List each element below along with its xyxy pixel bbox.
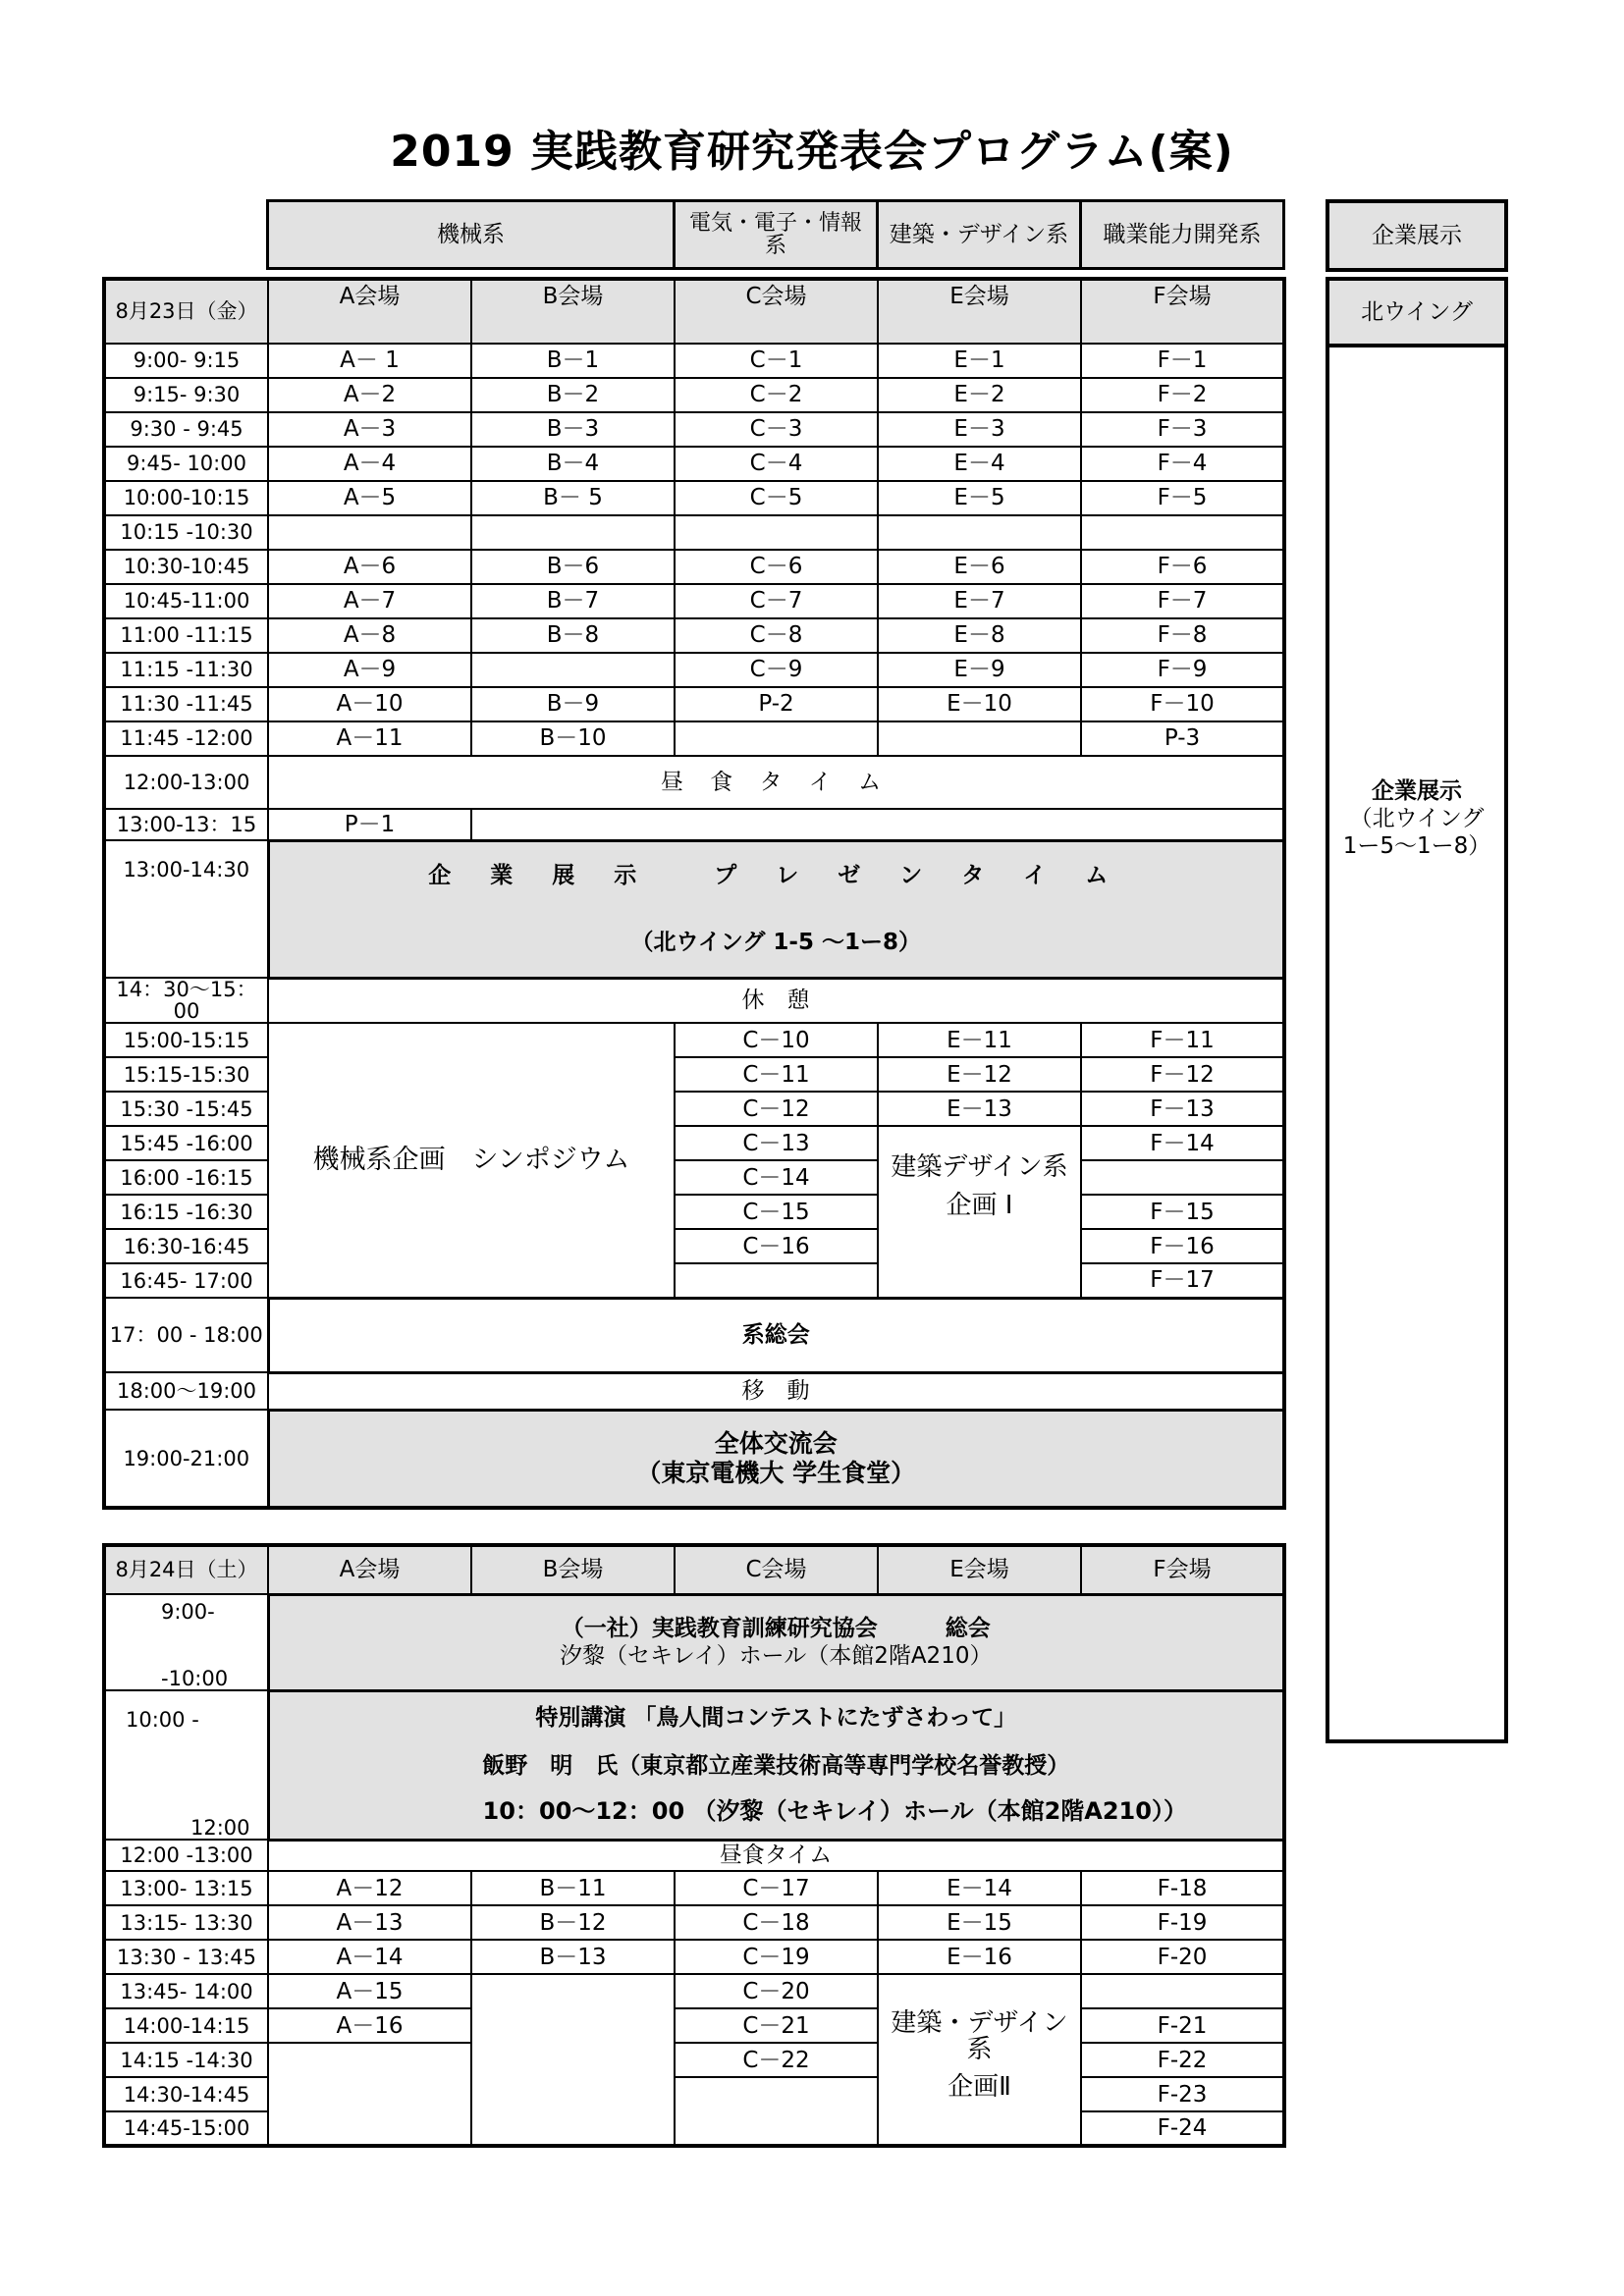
- session-b: B－9: [471, 687, 675, 721]
- session-f: F－13: [1081, 1092, 1284, 1126]
- session-e: [878, 515, 1081, 550]
- session-f: [1081, 515, 1284, 550]
- table-row: [104, 721, 1284, 756]
- session-c: C－1: [675, 344, 878, 378]
- category-vocational: 職業能力開発系: [1081, 201, 1284, 269]
- table-row: [104, 515, 1284, 550]
- day1-party-title: 全体交流会: [714, 1428, 838, 1458]
- session-b: [471, 653, 675, 687]
- session-e: E－11: [878, 1023, 1081, 1057]
- table-row: [104, 584, 1284, 618]
- session-c: C－2: [675, 378, 878, 412]
- session-c: C－16: [675, 1229, 878, 1263]
- time-cell: 14:45-15:00: [104, 2111, 268, 2146]
- time-cell: 13:15- 13:30: [104, 1905, 268, 1940]
- session-f: F－5: [1081, 481, 1284, 515]
- time-cell: 14:15 -14:30: [104, 2043, 268, 2077]
- day2-assembly: [268, 1594, 1284, 1690]
- session-c: C－8: [675, 618, 878, 653]
- day2-schedule: [102, 1543, 1286, 2148]
- time-cell: 11:45 -12:00: [104, 721, 268, 756]
- day1-break: 休 憩: [268, 978, 1284, 1023]
- session-f: F－9: [1081, 653, 1284, 687]
- session-e: E－14: [878, 1871, 1081, 1905]
- session-f: F-24: [1081, 2111, 1284, 2146]
- time-cell: 14:30-14:45: [104, 2077, 268, 2111]
- session-f: F－3: [1081, 412, 1284, 447]
- time-cell: 10:15 -10:30: [104, 515, 268, 550]
- session-b: B－7: [471, 584, 675, 618]
- session-f: F－10: [1081, 687, 1284, 721]
- day1-venue-e: E会場: [878, 279, 1081, 344]
- session-a: [268, 2043, 471, 2146]
- session-a: A－7: [268, 584, 471, 618]
- table-row: [104, 1905, 1284, 1940]
- session-b: B－4: [471, 447, 675, 481]
- session-c: C－3: [675, 412, 878, 447]
- session-e: E－3: [878, 412, 1081, 447]
- session-f: F-18: [1081, 1871, 1284, 1905]
- session-e: E－4: [878, 447, 1081, 481]
- session-a: A－10: [268, 687, 471, 721]
- exhibit-detail-title: 企業展示: [1372, 778, 1462, 804]
- session-b: B－12: [471, 1905, 675, 1940]
- day1-party: [268, 1410, 1284, 1508]
- session-a: A－15: [268, 1974, 471, 2008]
- session-e: E－5: [878, 481, 1081, 515]
- day1-schedule: [102, 277, 1286, 1510]
- day1-date: 8月23日（金）: [104, 279, 268, 344]
- day2-lunch-time: 12:00 -13:00: [104, 1840, 268, 1871]
- time-cell: 16:45- 17:00: [104, 1263, 268, 1298]
- day2-date: 8月24日（土）: [104, 1545, 268, 1594]
- session-c: C－13: [675, 1126, 878, 1160]
- session-a: [268, 515, 471, 550]
- time-cell: 11:00 -11:15: [104, 618, 268, 653]
- session-f: F-20: [1081, 1940, 1284, 1974]
- exhibit-venue: 北ウイング: [1327, 279, 1506, 346]
- session-c: C－19: [675, 1940, 878, 1974]
- day1-party-sub: （東京電機大 学生食堂）: [636, 1458, 916, 1487]
- day2-lunch: 昼食タイム: [268, 1840, 1284, 1871]
- session-c: C－11: [675, 1057, 878, 1092]
- session-c: C－17: [675, 1871, 878, 1905]
- session-e: E－13: [878, 1092, 1081, 1126]
- day2-lecture-title: 特別講演 「鳥人間コンテストにたずさわって」: [535, 1705, 1017, 1732]
- day1-lunch-time: 12:00-13:00: [104, 756, 268, 809]
- day1-venue-a: A会場: [268, 279, 471, 344]
- category-mechanical: 機械系: [268, 201, 675, 269]
- category-electrical: 電気・電子・情報系: [675, 201, 878, 269]
- day1-presentation: [268, 840, 1284, 978]
- time-cell: 9:30 - 9:45: [104, 412, 268, 447]
- session-b: B－1: [471, 344, 675, 378]
- session-c: C－4: [675, 447, 878, 481]
- session-c: C－5: [675, 481, 878, 515]
- session-c: C－6: [675, 550, 878, 584]
- session-f: F-23: [1081, 2077, 1284, 2111]
- session-f: [1081, 1160, 1284, 1195]
- session-a: A－13: [268, 1905, 471, 1940]
- table-row: [104, 412, 1284, 447]
- session-b: B－2: [471, 378, 675, 412]
- time-cell: 16:30-16:45: [104, 1229, 268, 1263]
- arch-plan-2-line1: 建築・デザイン系: [891, 2008, 1068, 2065]
- session-f: F－8: [1081, 618, 1284, 653]
- day1-venue-f: F会場: [1081, 279, 1284, 344]
- session-c: C－12: [675, 1092, 878, 1126]
- exhibit-column: [1326, 199, 1508, 272]
- time-cell: 11:15 -11:30: [104, 653, 268, 687]
- day2-venue-c: C会場: [675, 1545, 878, 1594]
- time-cell: 9:00- 9:15: [104, 344, 268, 378]
- time-cell: 15:00-15:15: [104, 1023, 268, 1057]
- session-f: F－2: [1081, 378, 1284, 412]
- session-c: C－15: [675, 1195, 878, 1229]
- day2-assembly-time: [104, 1594, 268, 1690]
- day2-lecture-time-end: 12:00: [190, 1816, 250, 1841]
- day2-assembly-time-start: 9:00-: [161, 1600, 215, 1624]
- session-f: F－4: [1081, 447, 1284, 481]
- session-b: B－10: [471, 721, 675, 756]
- session-a: A－2: [268, 378, 471, 412]
- table-row: [104, 550, 1284, 584]
- session-a: A－5: [268, 481, 471, 515]
- session-a: A－6: [268, 550, 471, 584]
- session-f: F－11: [1081, 1023, 1284, 1057]
- time-cell: 13:45- 14:00: [104, 1974, 268, 2008]
- session-f: F－17: [1081, 1263, 1284, 1298]
- session-c: C－22: [675, 2043, 878, 2077]
- day2-lecture-time-start: 10:00 -: [126, 1708, 199, 1733]
- session-e: E－10: [878, 687, 1081, 721]
- session-f: P-3: [1081, 721, 1284, 756]
- exhibit-detail: [1327, 346, 1506, 1741]
- table-row: [104, 447, 1284, 481]
- day1-general-time: 17：00 - 18:00: [104, 1298, 268, 1372]
- session-a: A－ 1: [268, 344, 471, 378]
- session-b: B－6: [471, 550, 675, 584]
- table-row: [104, 1940, 1284, 1974]
- session-e: E－16: [878, 1940, 1081, 1974]
- arch-plan-1-line2: 企画 Ⅰ: [946, 1191, 1013, 1221]
- arch-plan-2-line2: 企画Ⅱ: [947, 2071, 1011, 2102]
- table-row: [104, 687, 1284, 721]
- session-e: E－2: [878, 378, 1081, 412]
- session-c: C－9: [675, 653, 878, 687]
- session-c: C－10: [675, 1023, 878, 1057]
- time-cell: 10:00-10:15: [104, 481, 268, 515]
- session-f: F－15: [1081, 1195, 1284, 1229]
- day2-venue-a: A会場: [268, 1545, 471, 1594]
- day1-general-assembly: 系総会: [268, 1298, 1284, 1372]
- session-e: E－8: [878, 618, 1081, 653]
- session-f: F-19: [1081, 1905, 1284, 1940]
- session-e: E－12: [878, 1057, 1081, 1092]
- exhibit-header: 企業展示: [1327, 201, 1506, 270]
- session-e: E－1: [878, 344, 1081, 378]
- time-cell: 13:30 - 13:45: [104, 1940, 268, 1974]
- day2-venue-f: F会場: [1081, 1545, 1284, 1594]
- session-a: A－16: [268, 2008, 471, 2043]
- time-cell: 13:00- 13:15: [104, 1871, 268, 1905]
- symposium: 機械系企画 シンポジウム: [268, 1023, 675, 1298]
- category-header: [266, 199, 1285, 270]
- table-row: [104, 2043, 1284, 2077]
- session-f: F－14: [1081, 1126, 1284, 1160]
- session-f: F-22: [1081, 2043, 1284, 2077]
- session-f: F－16: [1081, 1229, 1284, 1263]
- session-b: B－11: [471, 1871, 675, 1905]
- day1-venue-c: C会場: [675, 279, 878, 344]
- session-b: B－13: [471, 1940, 675, 1974]
- session-b: [471, 1974, 675, 2146]
- session-f: F-21: [1081, 2008, 1284, 2043]
- page-title: 2019 実践教育研究発表会プログラム(案): [390, 127, 1234, 177]
- category-architecture: 建築・デザイン系: [878, 201, 1081, 269]
- day2-assembly-time-end: -10:00: [161, 1667, 229, 1691]
- table-row: [104, 481, 1284, 515]
- table-row: [104, 1023, 1284, 1057]
- time-cell: 16:00 -16:15: [104, 1160, 268, 1195]
- time-cell: 10:30-10:45: [104, 550, 268, 584]
- day1-presentation-title: 企 業 展 示 プ レ ゼ ン タ イ ム: [428, 862, 1124, 888]
- session-c: C－18: [675, 1905, 878, 1940]
- time-cell: 9:15- 9:30: [104, 378, 268, 412]
- session-b: B－ 5: [471, 481, 675, 515]
- session-f: F－1: [1081, 344, 1284, 378]
- session-a: A－4: [268, 447, 471, 481]
- day1-venue-b: B会場: [471, 279, 675, 344]
- day2-lecture: [268, 1690, 1284, 1840]
- session-c: P-2: [675, 687, 878, 721]
- session-f: F－12: [1081, 1057, 1284, 1092]
- day1-presentation-sub: （北ウイング 1-5 〜1ー8）: [630, 930, 921, 955]
- day2-venue-b: B会場: [471, 1545, 675, 1594]
- session-c: [675, 721, 878, 756]
- session-a: A－8: [268, 618, 471, 653]
- day1-present-time: 13:00-14:30: [104, 840, 268, 978]
- session-b: B－3: [471, 412, 675, 447]
- day1-break-time: 14：30〜15：00: [104, 978, 268, 1023]
- time-cell: 10:45-11:00: [104, 584, 268, 618]
- session-f: [1081, 1974, 1284, 2008]
- day2-lecture-place: 10：00〜12：00 （汐黎（セキレイ）ホール（本館2階A210））: [482, 1796, 1187, 1825]
- time-cell: 16:15 -16:30: [104, 1195, 268, 1229]
- session-c: C－7: [675, 584, 878, 618]
- day1-p1: P－1: [268, 809, 471, 840]
- session-b: B－8: [471, 618, 675, 653]
- session-e: E－7: [878, 584, 1081, 618]
- session-c: [675, 2077, 878, 2146]
- table-row: [104, 1871, 1284, 1905]
- day1-move-time: 18:00〜19:00: [104, 1372, 268, 1410]
- table-row: [104, 344, 1284, 378]
- day2-assembly-title: （一社）実践教育訓練研究協会 総会: [561, 1615, 991, 1641]
- session-a: A－14: [268, 1940, 471, 1974]
- time-cell: 14:00-14:15: [104, 2008, 268, 2043]
- session-e: [878, 721, 1081, 756]
- session-a: A－9: [268, 653, 471, 687]
- table-row: [104, 2008, 1284, 2043]
- session-a: A－12: [268, 1871, 471, 1905]
- day2-assembly-sub: 汐黎（セキレイ）ホール（本館2階A210）: [560, 1643, 993, 1670]
- table-row: [104, 1974, 1284, 2008]
- session-c: C－20: [675, 1974, 878, 2008]
- day1-move: 移 動: [268, 1372, 1284, 1410]
- day2-venue-e: E会場: [878, 1545, 1081, 1594]
- session-a: A－3: [268, 412, 471, 447]
- exhibit-body: [1326, 277, 1508, 1743]
- time-cell: 11:30 -11:45: [104, 687, 268, 721]
- session-e: E－6: [878, 550, 1081, 584]
- time-cell: 15:45 -16:00: [104, 1126, 268, 1160]
- table-row: [104, 618, 1284, 653]
- time-cell: 9:45- 10:00: [104, 447, 268, 481]
- session-e: E－15: [878, 1905, 1081, 1940]
- day1-lunch: 昼 食 タ イ ム: [268, 756, 1284, 809]
- arch-plan-1: [878, 1126, 1081, 1298]
- arch-plan-1-line1: 建築デザイン系: [891, 1152, 1068, 1183]
- arch-plan-2: [878, 1974, 1081, 2146]
- session-c: C－14: [675, 1160, 878, 1195]
- table-row: [104, 653, 1284, 687]
- session-c: [675, 515, 878, 550]
- session-b: [471, 515, 675, 550]
- exhibit-detail-sub2: 1ー5〜1ー8）: [1342, 833, 1491, 860]
- session-c: [675, 1263, 878, 1298]
- session-c: C－21: [675, 2008, 878, 2043]
- session-f: F－6: [1081, 550, 1284, 584]
- session-f: F－7: [1081, 584, 1284, 618]
- table-row: [104, 378, 1284, 412]
- day1-p1-time: 13:00-13：15: [104, 809, 268, 840]
- session-e: E－9: [878, 653, 1081, 687]
- day1-party-time: 19:00-21:00: [104, 1410, 268, 1508]
- session-a: A－11: [268, 721, 471, 756]
- time-cell: 15:15-15:30: [104, 1057, 268, 1092]
- day2-lecture-speaker: 飯野 明 氏（東京都立産業技術高等専門学校名誉教授）: [482, 1752, 1070, 1779]
- time-cell: 15:30 -15:45: [104, 1092, 268, 1126]
- day2-lecture-time: [104, 1690, 268, 1840]
- exhibit-detail-sub1: （北ウイング: [1349, 806, 1485, 832]
